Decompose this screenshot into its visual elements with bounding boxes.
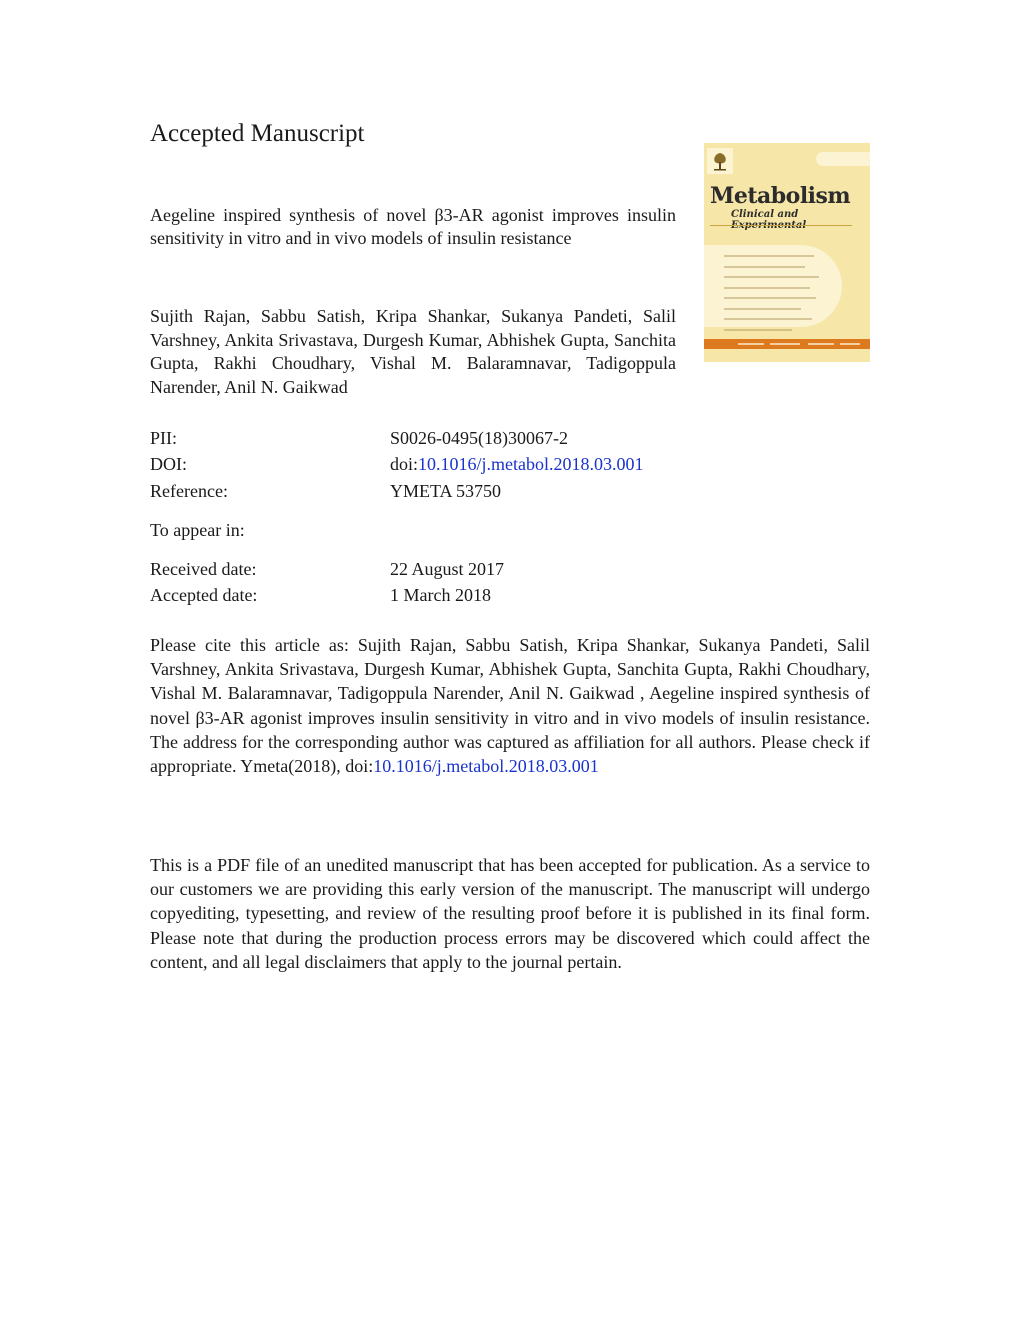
reference-label: Reference:: [150, 481, 228, 501]
disclaimer-paragraph: This is a PDF file of an unedited manuscript that has been accepted for publication. As a service to our customers we are providing this early version of the manuscript. The manuscript will undergo copyediting, typesetting, and review of the resulting proof before it is published in its final form. Please note that during the production process errors may be discovered which could affect the content, and all legal disclaimers that apply to the journal pertain.: [150, 855, 870, 972]
doi-value: [390, 452, 644, 476]
publisher-logo: [707, 148, 733, 174]
citation-doi-prefix: doi:: [345, 756, 374, 777]
author-list: Sujith Rajan, Sabbu Satish, Kripa Shankar, Sukanya Pandeti, Salil Varshney, Ankita Srivastava, Durgesh Kumar, Abhishek Gupta, Sanchita Gupta, Rakhi Choudhary, Vishal M. Balaramnavar, Tadigoppula Narender, Anil N. Gaikwad: [150, 306, 676, 397]
pii-label: PII:: [150, 428, 177, 448]
cover-band: [704, 339, 870, 349]
tree-logo-icon: [709, 150, 731, 172]
citation-text: Please cite this article as: Sujith Rajan, Sabbu Satish, Kripa Shankar, Sukanya Pandeti, Salil Varshney, Ankita Srivastava, Durgesh Kumar, Abhishek Gupta, Sanchita Gupta, Rakhi Choudhary, Vishal M. Balaramnavar, Tadigoppula Narender, Anil N. Gaikwad , Aegeline inspired synthesis of novel β3-AR agonist improves insulin sensitivity in vitro and in vivo models of insulin resistance. The address for the corresponding author was captured as affiliation for all authors. Please check if appropriate. Ymeta(2018),: [150, 635, 870, 777]
appear-label: To appear in:: [150, 520, 245, 540]
doi-prefix: doi:: [390, 454, 419, 474]
reference-value: YMETA 53750: [390, 481, 502, 501]
received-value: 22 August 2017: [390, 559, 505, 579]
accepted-value: 1 March 2018: [390, 585, 491, 605]
article-title: Aegeline inspired synthesis of novel β3-AR agonist improves insulin sensitivity in vitro and in vivo models of insulin resistance: [150, 205, 676, 248]
doi-label: DOI:: [150, 454, 187, 474]
citation-doi-link[interactable]: 10.1016/j.metabol.2018.03.001: [373, 756, 599, 777]
doi-link[interactable]: 10.1016/j.metabol.2018.03.001: [418, 454, 644, 474]
accepted-label: Accepted date:: [150, 585, 258, 605]
journal-subtitle: Clinical and: [731, 209, 799, 220]
citation-paragraph: [150, 633, 870, 778]
journal-cover: [704, 143, 870, 362]
cover-contents-lines: [724, 255, 834, 350]
pii-value: S0026-0495(18)30067-2: [390, 428, 568, 448]
journal-name: Metabolism: [710, 183, 851, 209]
page-heading: Accepted Manuscript: [150, 120, 365, 147]
received-label: Received date:: [150, 559, 257, 579]
cover-rule: [710, 225, 852, 226]
cover-pill-decoration: [816, 152, 870, 166]
